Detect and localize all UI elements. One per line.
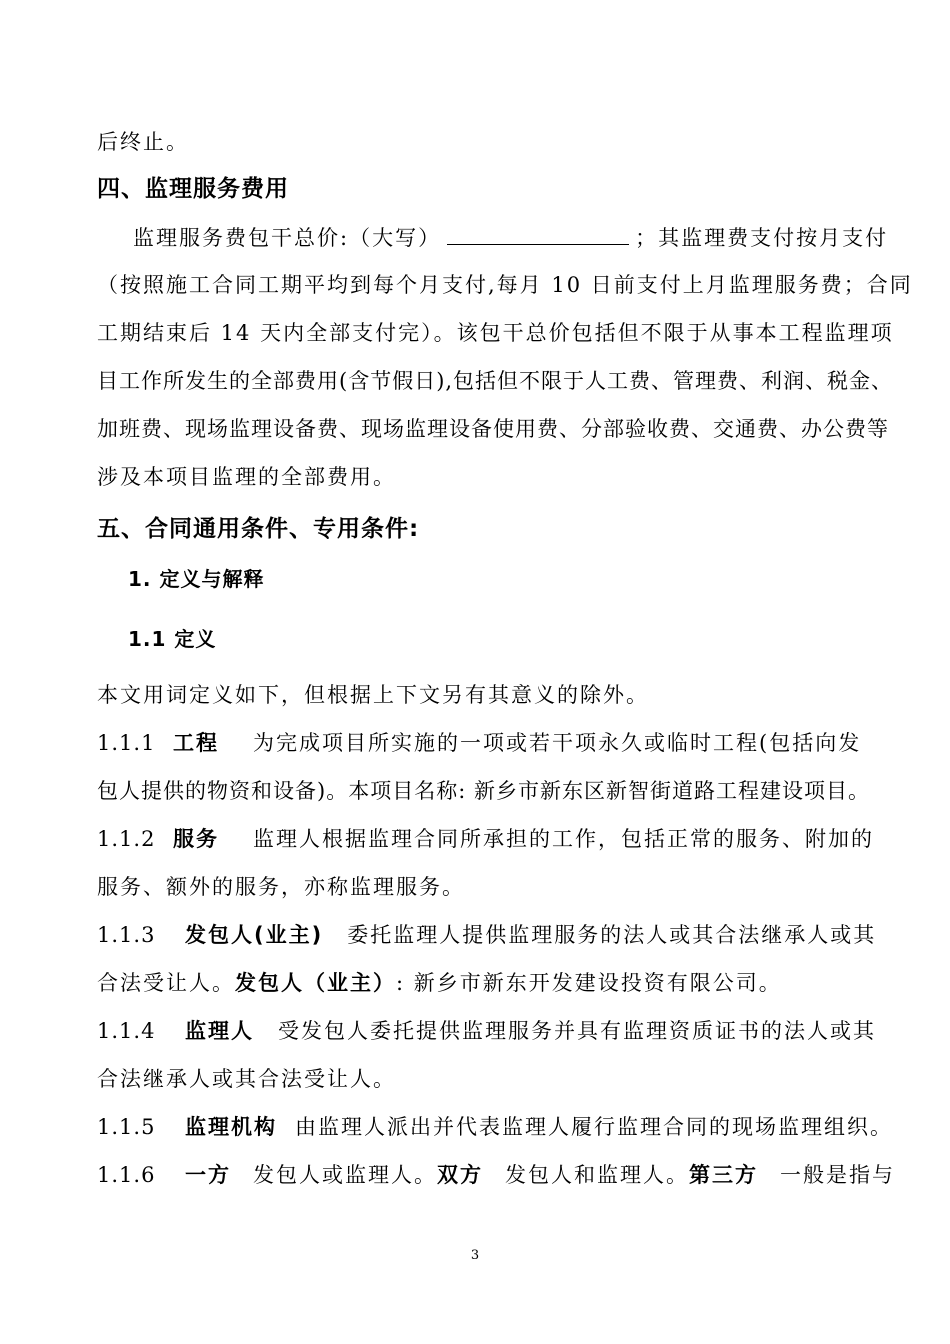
text-line: （按照施工合同工期平均到每个月支付,每月 10 日前支付上月监理服务费；合同 — [97, 273, 913, 297]
defined-term: 发包人(业主) — [185, 923, 324, 947]
text-line: 加班费、现场监理设备费、现场监理设备使用费、分部验收费、交通费、办公费等 — [97, 417, 889, 441]
clause-number: 1.1.2 — [97, 827, 156, 851]
defined-term: 发包人（业主） — [235, 971, 396, 995]
definition-line — [97, 728, 861, 758]
clause-number: 1.1.4 — [97, 1019, 156, 1043]
defined-term: 监理机构 — [185, 1115, 277, 1139]
definition-text: 一般是指与 — [780, 1163, 895, 1187]
defined-term: 工程 — [173, 731, 219, 755]
defined-term: 监理人 — [185, 1019, 254, 1043]
fill-in-blank — [447, 222, 629, 245]
text-line — [97, 968, 782, 998]
text-line: 本文用词定义如下，但根据上下文另有其意义的除外。 — [97, 683, 649, 707]
text-line: 涉及本项目监理的全部费用。 — [97, 465, 396, 489]
clause-number: 1.1.5 — [97, 1115, 156, 1139]
defined-term: 服务 — [173, 827, 219, 851]
definition-text: 由监理人派出并代表监理人履行监理合同的现场监理组织。 — [295, 1115, 893, 1139]
text-line: 后终止。 — [97, 130, 189, 154]
definition-line — [97, 1160, 895, 1190]
page-number: 3 — [470, 1248, 480, 1263]
defined-term: 一方 — [185, 1163, 231, 1187]
defined-term: 第三方 — [689, 1163, 758, 1187]
text-span: 监理服务费包干总价:（大写） — [133, 226, 442, 250]
text-span: : 新乡市新东开发建设投资有限公司。 — [396, 971, 782, 995]
definition-text: 监理人根据监理合同所承担的工作，包括正常的服务、附加的 — [253, 827, 874, 851]
definition-text: 委托监理人提供监理服务的法人或其合法继承人或其 — [347, 923, 877, 947]
clause-number: 1.1.3 — [97, 923, 156, 947]
definition-line — [97, 920, 876, 950]
text-span: 合法受让人。 — [97, 971, 235, 995]
definition-text: 发包人或监理人。 — [253, 1163, 437, 1187]
definition-line — [97, 824, 874, 854]
subsection-heading: 1. 定义与解释 — [128, 567, 265, 591]
definition-text: 受发包人委托提供监理服务并具有监理资质证书的法人或其 — [278, 1019, 876, 1043]
definition-line — [97, 1112, 893, 1142]
text-line: 工期结束后 14 天内全部支付完）。该包干总价包括但不限于从事本工程监理项 — [97, 321, 894, 345]
text-line — [133, 222, 888, 253]
definition-text: 为完成项目所实施的一项或若干项永久或临时工程(包括向发 — [253, 731, 862, 755]
definition-line — [97, 1016, 876, 1046]
text-line: 包人提供的物资和设备)。本项目名称: 新乡市新东区新智街道路工程建设项目。 — [97, 779, 870, 803]
definition-text: 发包人和监理人。 — [505, 1163, 689, 1187]
clause-number: 1.1.6 — [97, 1163, 156, 1187]
section-heading-4: 四、监理服务费用 — [97, 176, 289, 202]
text-span: ；其监理费支付按月支付 — [635, 226, 889, 250]
text-line: 合法继承人或其合法受让人。 — [97, 1067, 396, 1091]
text-line: 服务、额外的服务，亦称监理服务。 — [97, 875, 465, 899]
section-heading-5: 五、合同通用条件、专用条件: — [97, 516, 420, 542]
clause-number: 1.1.1 — [97, 731, 156, 755]
subsection-heading: 1.1 定义 — [128, 627, 217, 651]
defined-term: 双方 — [437, 1163, 483, 1187]
text-line: 目工作所发生的全部费用(含节假日),包括但不限于人工费、管理费、利润、税金、 — [97, 369, 894, 393]
